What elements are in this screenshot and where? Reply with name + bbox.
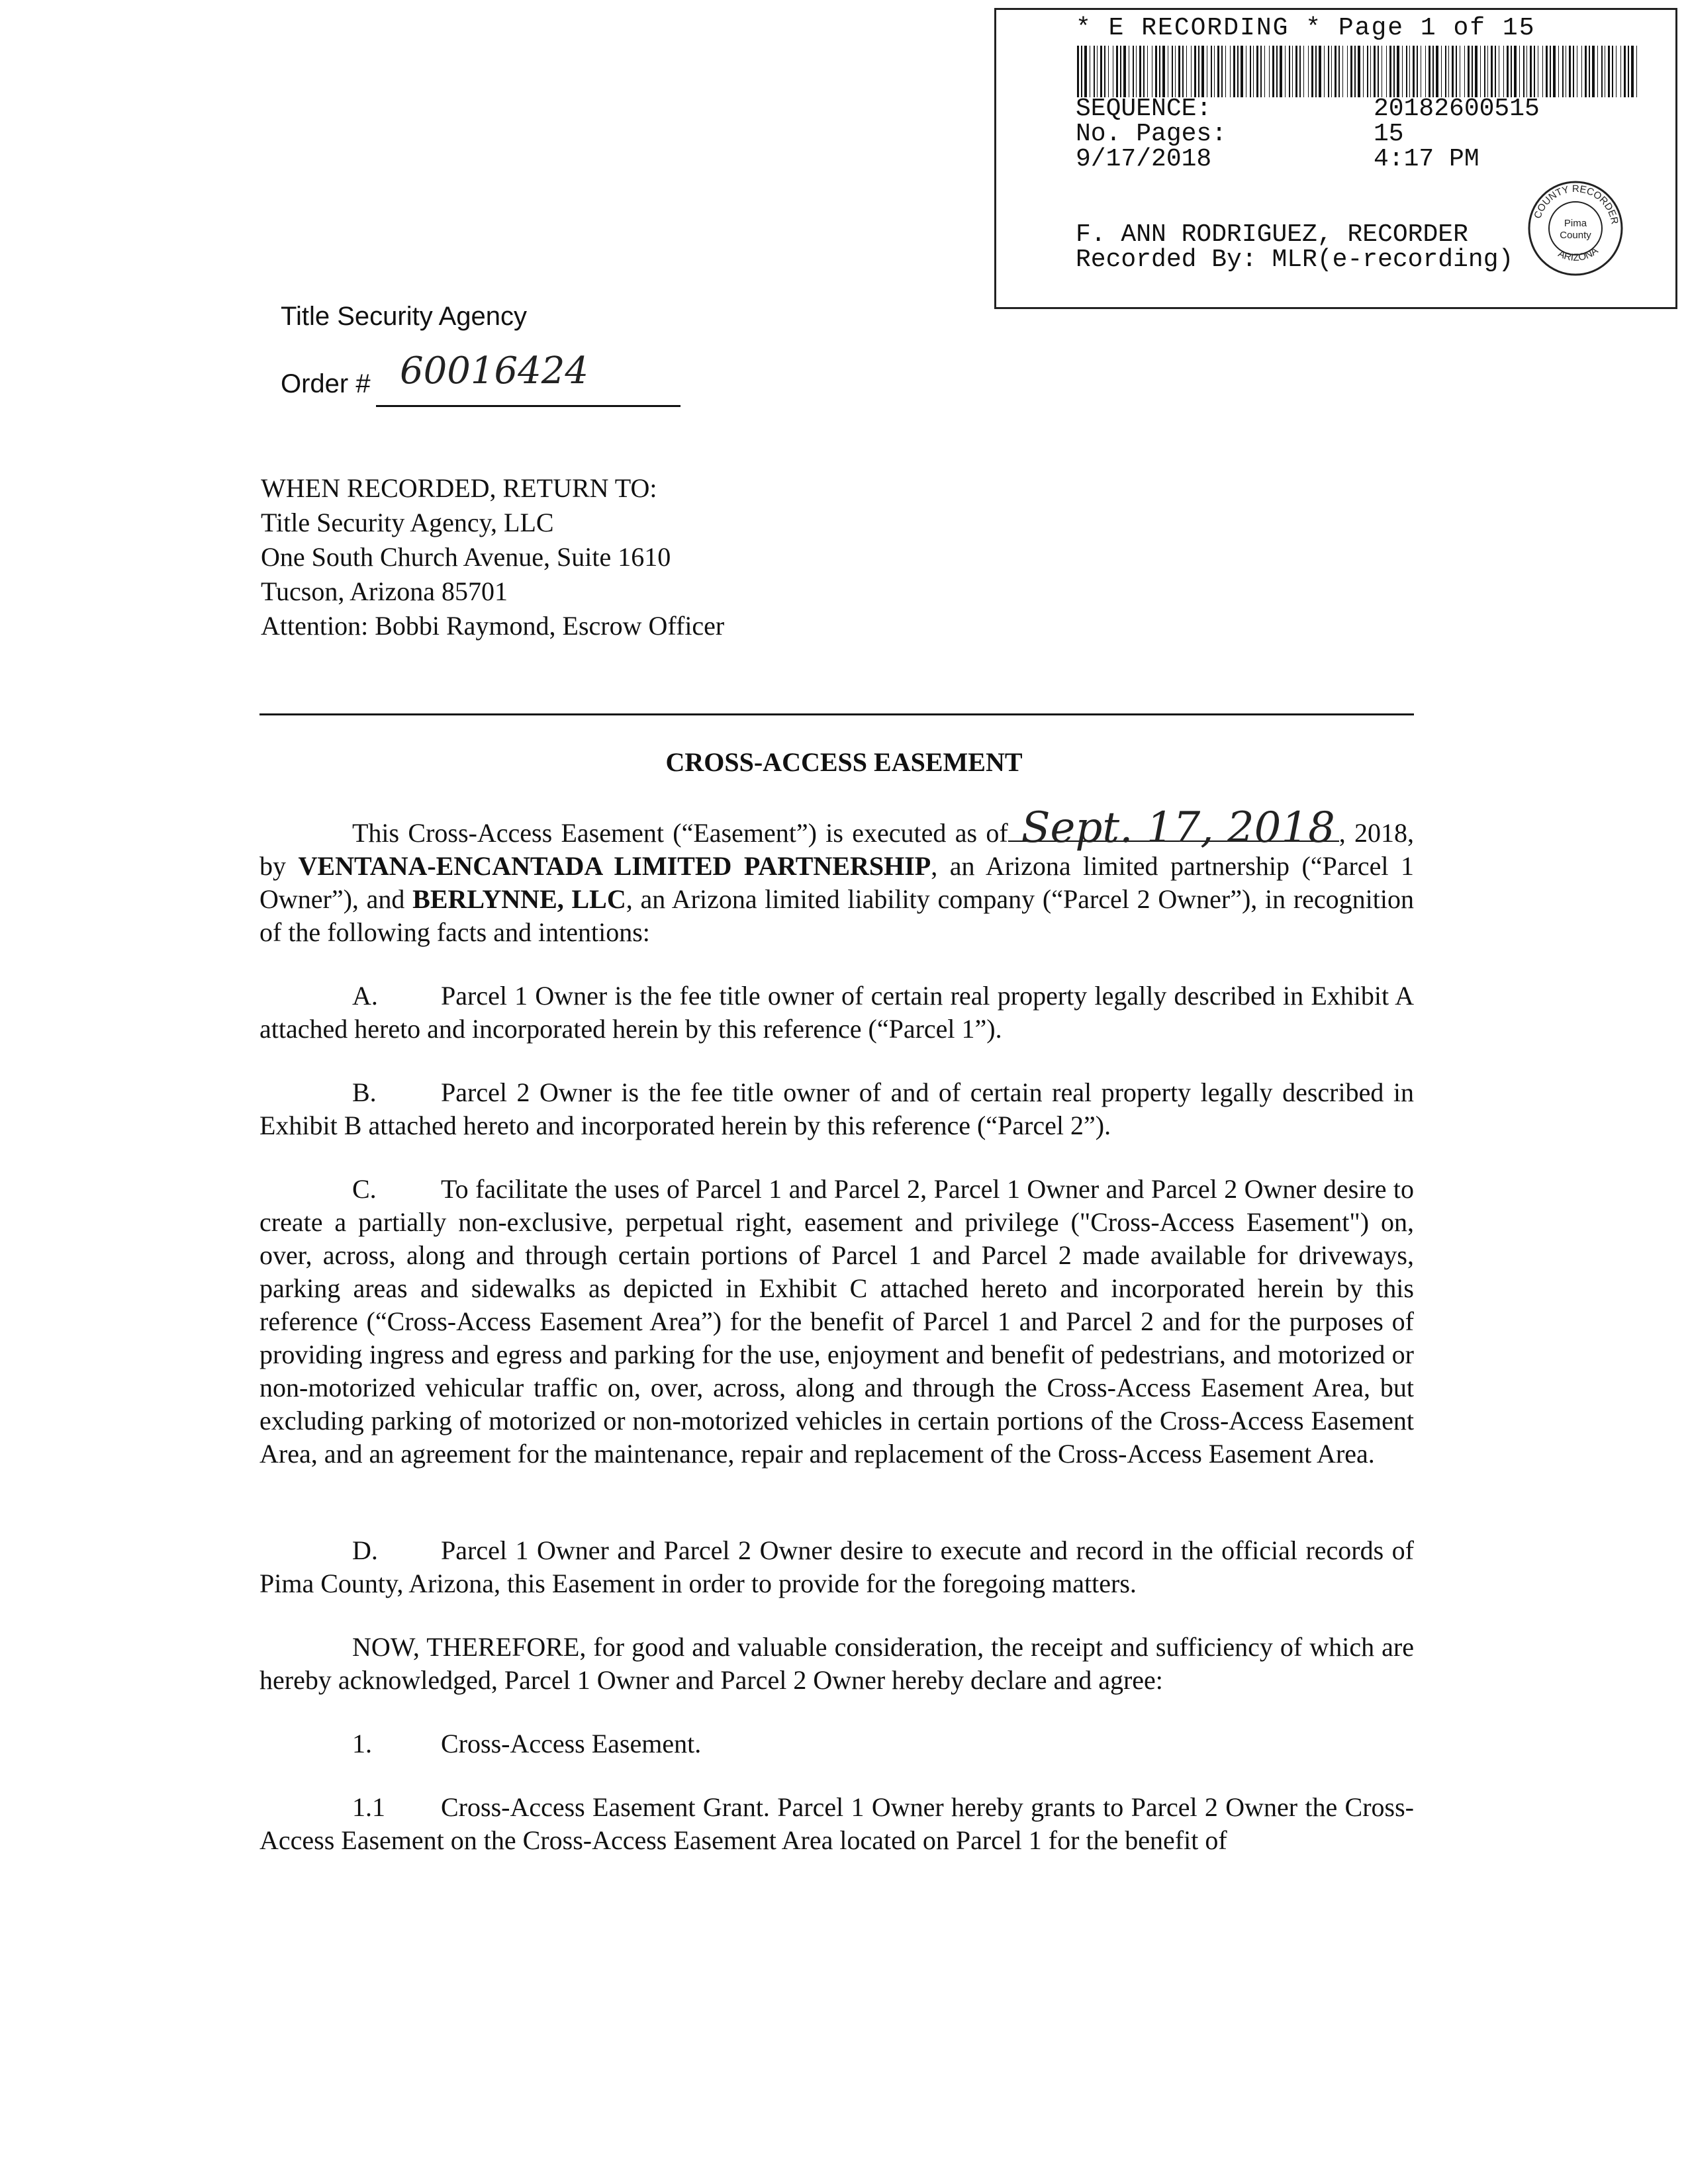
recital-c-text: To facilitate the uses of Parcel 1 and Parcel 2, Parcel 1 Owner and Parcel 2 Owner desire to create a partially non-exclusive, perpetual right, easement and privilege ("Cross-Access Easement") on, over, across, along and through certain portions of Parcel 1 and Parcel 2 made available for driveways, parking areas and sidewalks as depicted in Exhibit C attached hereto and incorporated herein by this reference (“Cross-Access Easement Area”) for the benefit of Parcel 1 and Parcel 2 and for the purposes of providing ingress and egress and parking for the use, enjoyment and benefit of pedestrians, and motorized or non-motorized vehicular traffic on, over, across, along and through the Cross-Access Easement Area, but excluding parking of motorized or non-motorized vehicles in certain portions of the Cross-Access Easement Area, and an agreement for the maintenance, repair and replacement of the Cross-Access Easement Area. [259,1174,1414,1469]
return-line-2: One South Church Avenue, Suite 1610 [261,542,671,572]
section-1-1-label: 1.1 [352,1792,385,1822]
document-title: CROSS-ACCESS EASEMENT [665,747,1023,777]
section-1-1-text: Cross-Access Easement Grant. Parcel 1 Owner hereby grants to Parcel 2 Owner the Cross-Access Easement on the Cross-Access Easement Area located on Parcel 1 for the benefit of [259,1792,1414,1855]
intro-text-a: This Cross-Access Easement (“Easement”) is executed as of [352,818,1008,848]
section-1-label: 1. [352,1729,372,1758]
intro-text-d: , an Arizona limited liability company (“Parcel 2 Owner”), in recognition of the following facts and intentions: [259,884,1415,947]
recital-a-label: A. [352,981,378,1011]
return-line-3: Tucson, Arizona 85701 [261,576,508,606]
recording-stamp [994,8,1677,309]
section-1-1 [259,1791,1414,1857]
svg-text:Pima: Pima [1564,218,1587,229]
section-1-heading [259,1727,1414,1760]
stamp-header: * E RECORDING * Page 1 of 15 [1076,14,1536,42]
pages-value: 15 [1374,120,1404,148]
svg-text:County: County [1560,230,1591,241]
record-time: 4:17 PM [1374,145,1479,173]
party-2-name: BERLYNNE, LLC [412,884,626,914]
barcode-icon [1077,46,1638,97]
return-line-4: Attention: Bobbi Raymond, Escrow Officer [261,611,725,641]
recorder-name: F. ANN RODRIGUEZ, RECORDER [1076,220,1468,249]
horizontal-divider [259,713,1414,715]
party-1-name: VENTANA-ENCANTADA LIMITED PARTNERSHIP [298,851,931,881]
order-label: Order # [281,369,371,398]
recital-b-label: B. [352,1077,377,1107]
intro-text-b: 2018, by [259,818,1415,881]
county-seal-icon [1526,179,1625,278]
recorded-by: Recorded By: MLR(e-recording) [1076,246,1514,274]
recital-b [259,1076,1414,1142]
return-heading: WHEN RECORDED, RETURN TO: [261,473,657,503]
section-1-title: Cross-Access Easement. [441,1729,702,1758]
record-date: 9/17/2018 [1076,145,1212,173]
svg-text:ARIZONA: ARIZONA [1556,245,1601,263]
execution-date-field [1008,803,1339,852]
intro-paragraph: This Cross-Access Easement (“Easement”) is executed as of Sept. 17, 2018 , 2018, by VENTANA-ENCANTADA LIMITED PARTNERSHIP, an Arizona limited partnership (“Parcel 1 Owner”), and BERLYNNE, LLC, an Arizona limited liability company (“Parcel 2 Owner”), in recognition of the following facts and intentions: [259,803,1415,947]
return-address-block [261,471,724,643]
recital-a-text: Parcel 1 Owner is the fee title owner of certain real property legally described in Exhibit A attached hereto and incorporated herein by this reference (“Parcel 1”). [259,981,1414,1044]
recital-d-text: Parcel 1 Owner and Parcel 2 Owner desire to execute and record in the official records of Pima County, Arizona, this Easement in order to provide for the foregoing matters. [259,1535,1414,1598]
recital-d-label: D. [352,1535,378,1565]
recital-b-text: Parcel 2 Owner is the fee title owner of and of certain real property legally described in Exhibit B attached hereto and incorporated herein by this reference (“Parcel 2”). [259,1077,1414,1140]
order-number: 60016424 [400,349,589,392]
return-line-1: Title Security Agency, LLC [261,508,554,537]
recital-c [259,1173,1414,1471]
now-therefore-paragraph [259,1631,1414,1697]
sequence-label: SEQUENCE: [1076,95,1212,123]
now-therefore-text: NOW, THEREFORE, for good and valuable consideration, the receipt and sufficiency of which are hereby acknowledged, Parcel 1 Owner and Parcel 2 Owner hereby declare and agree: [259,1632,1414,1695]
recital-d [259,1534,1414,1600]
execution-date: Sept. 17, 2018 [1021,803,1335,852]
recital-c-label: C. [352,1174,377,1204]
agency-name: Title Security Agency [281,302,528,331]
sequence-value: 20182600515 [1374,95,1540,123]
recital-a [259,979,1414,1046]
svg-text:COUNTY RECORDER: COUNTY RECORDER [1532,183,1620,226]
intro-text-c: , an Arizona limited partnership (“Parcel 1 Owner”), and [259,851,1415,914]
order-number-field [376,349,680,407]
pages-label: No. Pages: [1076,120,1227,148]
